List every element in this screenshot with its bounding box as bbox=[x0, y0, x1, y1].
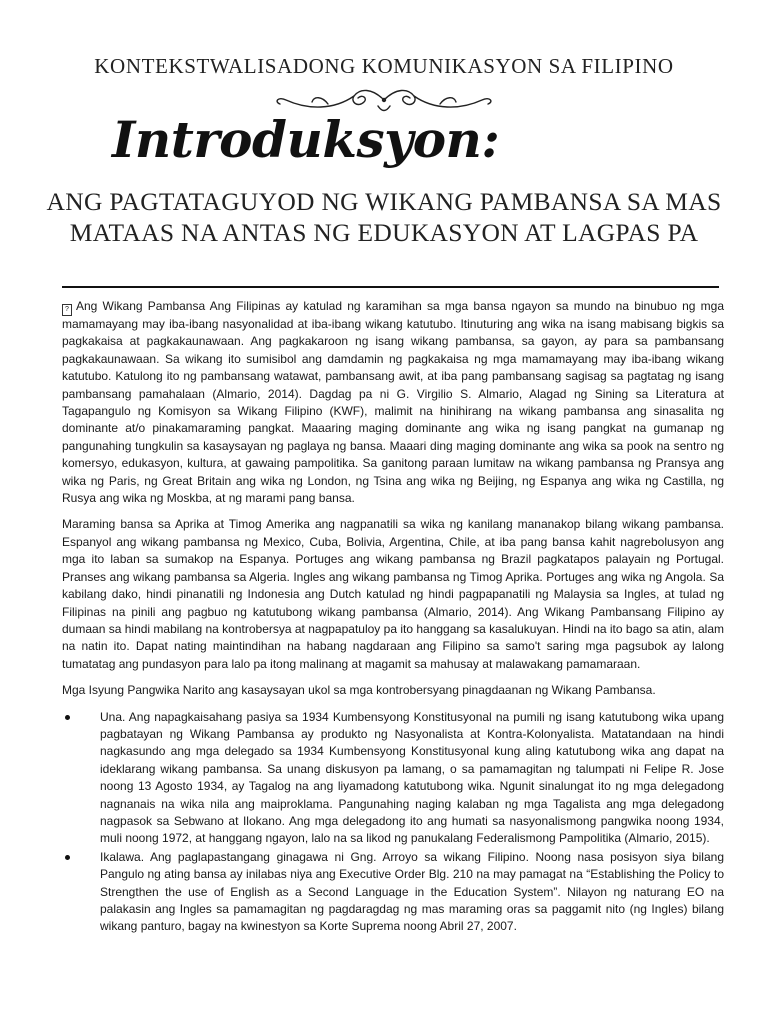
bullet-list bbox=[62, 709, 724, 936]
course-title: KONTEKSTWALISADONG KOMUNIKASYON SA FILIPINO bbox=[94, 54, 674, 78]
paragraph bbox=[62, 298, 724, 507]
list-item bbox=[62, 849, 724, 936]
list-item-text: Ikalawa. Ang paglapastangang ginagawa ni Gng. Arroyo sa wikang Filipino. Noong nasa posisyon siya bilang Pangulo ng ating bansa ay inilabas niya ang Executive Order Blg. 210 na may pamagat na “Establishing the Policy to Strengthen the use of English as a Second Language in the Education System”. Nilayon ng naturang EO na palakasin ang Ingles sa pamamagitan ng pagdaragdag ng mas maraming oras sa paggamit nito (ng Ingles) bilang wikang panturo, bagay na kwinestyon sa Korte Suprema noong Abril 27, 2007. bbox=[100, 849, 724, 934]
list-item-text: Una. Ang napagkaisahang pasiya sa 1934 Kumbensyong Konstitusyonal na pumili ng isang katutubong wika upang pagbatayan ng Wikang Pambansa ay produkto ng Nasyonalista at Kontra-Kolonyalista. Matatandaan na hindi nagkasundo ang mga delegado sa 1934 Kumbensyong Konstitusyonal kung aling katutubong wika ang dapat na ideklarang wikang pambansa. Sa unang diskusyon pa lamang, o sa pamamagitan ng talumpati ni Felipe R. Jose noong 13 Agosto 1934, ay Tagalog na ang liyamadong katutubong wika. Ngunit sinalungat ito ng mga delegadong nagnanais na wika nila ang maiproklama. Pangunahing naging kalaban ng mga Tagalista ang mga delegadong nagpasok sa Sebwano at Ilokano. Ang mga delegadong ito ang humati sa nasyonalismong pangwika noong 1934, muli noong 1972, at hanggang ngayon, lalo na sa likod ng panukalang Federalismong Pampolitika (Almario, 2015). bbox=[100, 709, 724, 846]
bullet-icon bbox=[65, 855, 70, 860]
list-item bbox=[62, 709, 724, 848]
bullet-icon bbox=[65, 715, 70, 720]
document-heading: ANG PAGTATAGUYOD NG WIKANG PAMBANSA SA MAS MATAAS NA ANTAS NG EDUKASYON AT LAGPAS PA bbox=[46, 187, 722, 247]
paragraph-text: Ang Wikang Pambansa Ang Filipinas ay katulad ng karamihan sa mga bansa ngayon sa mundo na binubuo ng mga mamamayang may iba-ibang nasyonalidad at iba-ibang wikang katutubo. Itinuturing ang wika na isang mabisang bigkis sa pagkakaisa at pagkakaunawaan. Ang pagkakaroon ng isang wikang pambansa, sa gayon, ay para sa pambansang pagkakaunawaan. Sa wikang ito sumisibol ang damdamin ng pagkakaisa ng mga mamamayang may iba-ibang wikang katutubo. Katulong ito ng pambansang watawat, pambansang awit, at iba pang pambansang sagisag sa pagtatag ng isang pambansang pamahalaan (Almario, 2014). Dagdag pa ni G. Virgilio S. Almario, Alagad ng Sining sa Literatura at Tagapangulo ng Komisyon sa Wikang Filipino (KWF), malimit na hinihirang na wikang pambansa ang sinasalita ng dominante at/o pinakamaraming pangkat. Maaaring maging dominante ang wika ng isang pangkat na gumanap ng pangunahing tungkulin sa kasaysayan ng paglaya ng bansa. Maaari ding maging dominante ang wika sa pook na sentro ng komersyo, edukasyon, kultura, at gawaing pampolitika. Sa ganitong paraan lumitaw na wikang pambansa ng Pransya ang wika ng Paris, ng Great Britain ang wika ng London, ng Tsina ang wika ng Beijing, ng Espanya ang wika ng Castilla, ng Rusya ang wika ng Moskba, at ng marami pang bansa. bbox=[62, 299, 724, 506]
missing-glyph-icon: ? bbox=[62, 304, 72, 316]
paragraph: Maraming bansa sa Aprika at Timog Amerika ang nagpanatili sa wika ng kanilang mananakop bilang wikang pambansa. Espanyol ang wikang pambansa ng Mexico, Cuba, Bolivia, Argentina, Chile, at iba pang bansa kahit nagrebolusyon ang mga ito laban sa sumakop na Espanya. Portuges ang wikang pambansa ng Brazil pagkatapos palayain ng Portugal. Pranses ang wikang pambansa sa Algeria. Ingles ang wikang pambansa ng Timog Aprika. Portuges ang wika ng Angola. Sa kabilang dako, hindi pinanatili ng Indonesia ang Dutch katulad ng hindi pagpapanatili ng Malaysia sa Ingles, at tulad ng Filipinas na pinili ang pagbuo ng katutubong wikang pambansa (Almario, 2014). Ang Wikang Pambansang Filipino ay dumaan sa hindi mabilang na kontrobersya at nagpapatuloy pa ito hanggang sa kasalukuyan. Hindi na ito bago sa atin, alam na natin ito. Dapat nating maintindihan na habang nagdaraan ang Filipino sa samo't saring mga pagsubok ay lalong tumatatag ang pundasyon para lalo pa itong malinang at magamit sa mahusay at malawakang pamamaraan. bbox=[62, 517, 724, 671]
heading-rule bbox=[62, 286, 719, 288]
document-body bbox=[62, 298, 724, 937]
section-title: Introduksyon: bbox=[112, 110, 500, 169]
paragraph: Mga Isyung Pangwika Narito ang kasaysayan ukol sa mga kontrobersyang pinagdaanan ng Wikang Pambansa. bbox=[62, 683, 656, 698]
